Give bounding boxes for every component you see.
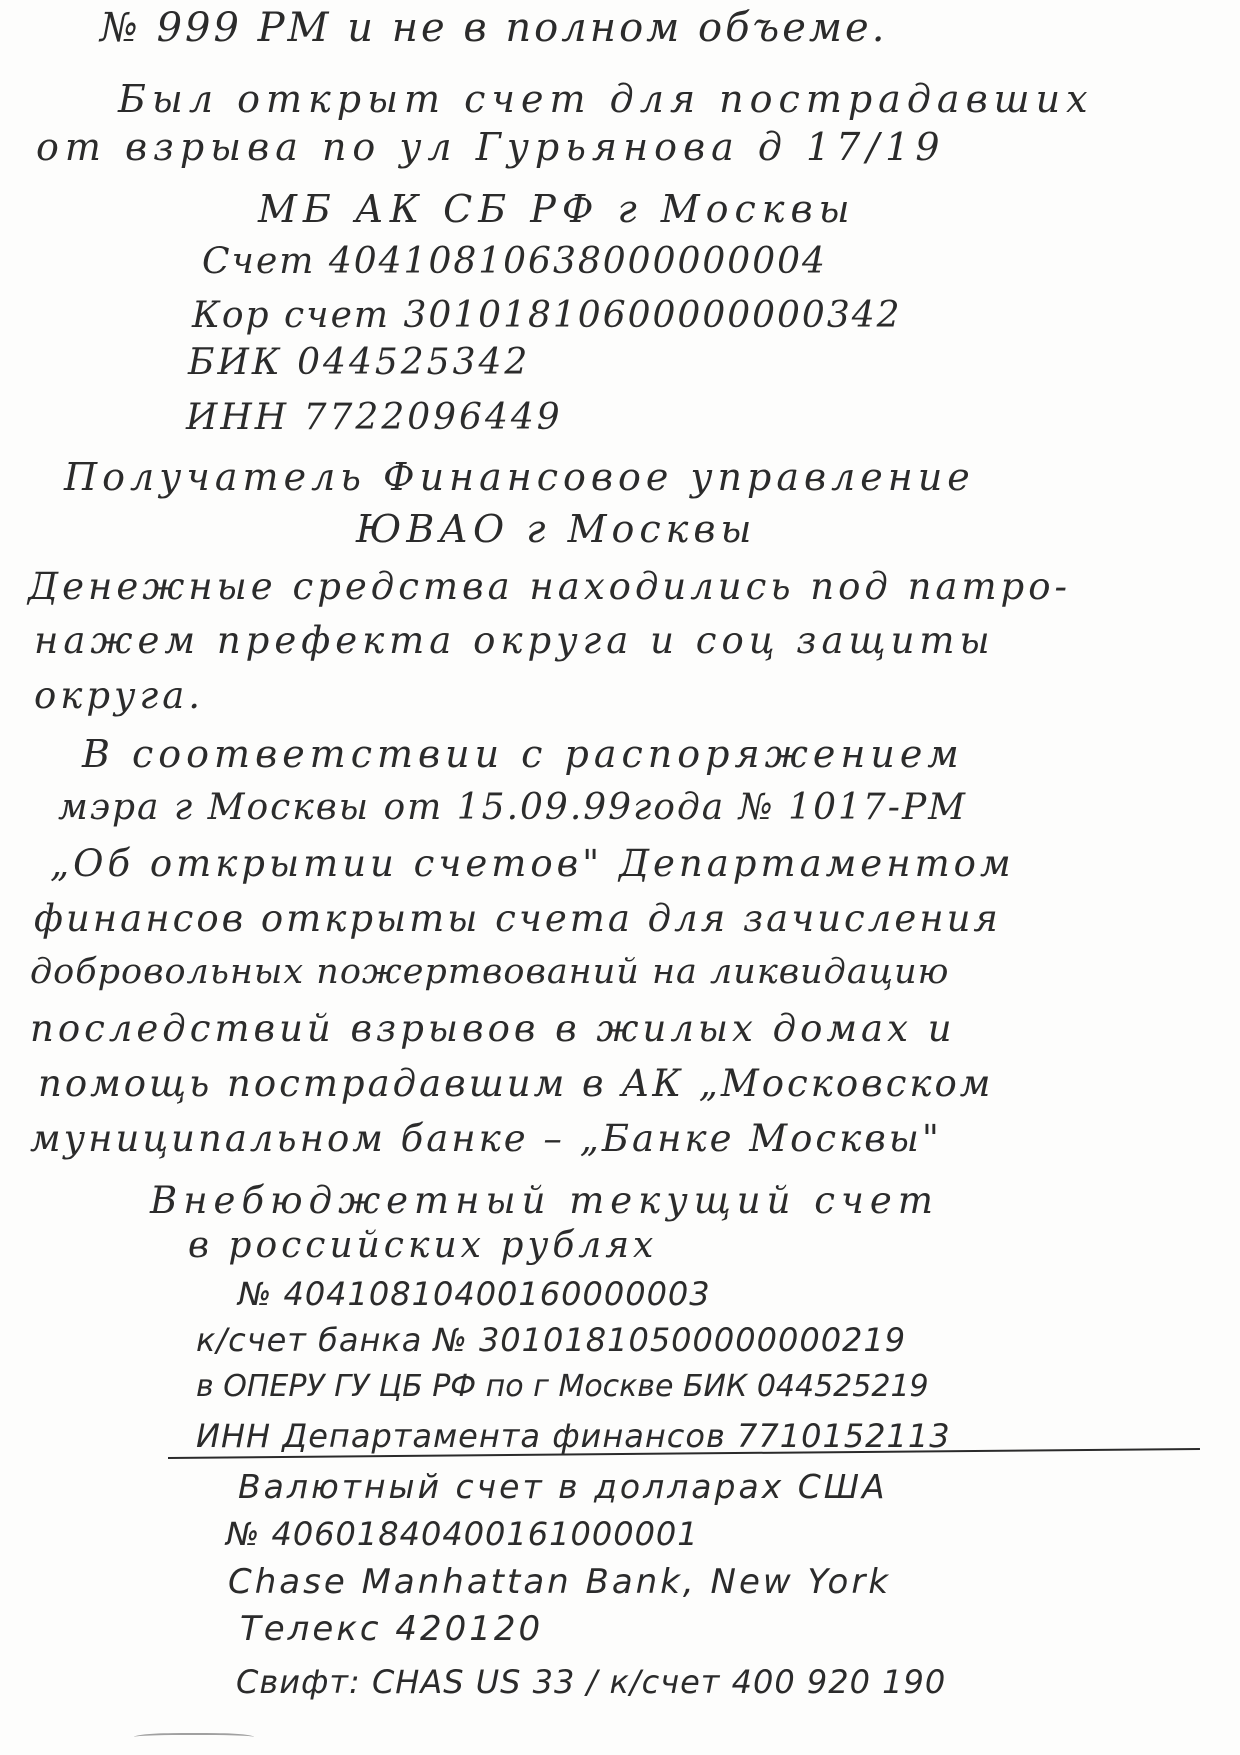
- currency-account-heading: Валютный счет в долларах США: [238, 1467, 888, 1506]
- account-line: Счет 40410810638000000004: [202, 241, 827, 282]
- correspondent-account-line: Кор счет 30101810600000000342: [192, 295, 902, 336]
- recipient-district-line: ЮВАО г Москвы: [356, 507, 757, 551]
- ruble-account-heading: Внебюджетный текущий счет: [150, 1179, 939, 1222]
- bank-correspondent-account: к/счет банка № 30101810500000000219: [196, 1321, 907, 1359]
- text-line: Был открыт счет для пострадавших: [118, 77, 1094, 121]
- text-line: от взрыва по ул Гурьянова д 17/19: [36, 125, 946, 169]
- telex-line: Телекс 420120: [240, 1609, 544, 1649]
- text-line: округа.: [34, 674, 205, 717]
- finance-department-inn: ИНН Департамента финансов 7710152113: [196, 1417, 951, 1455]
- text-line: муниципальном банке – „Банке Москвы": [30, 1117, 942, 1160]
- text-line: последствий взрывов в жилых домах и: [30, 1007, 956, 1050]
- text-line: добровольных пожертвований на ликвидацию: [30, 952, 950, 992]
- currency-account-number: № 40601840400161000001: [226, 1515, 699, 1553]
- inn-line: ИНН 7722096449: [186, 397, 563, 438]
- swift-line: Свифт: CHAS US 33 / к/счет 400 920 190: [236, 1663, 947, 1701]
- text-line: Денежные средства находились под патро-: [28, 565, 1072, 608]
- text-line: В соответствии с распоряжением: [82, 732, 964, 776]
- text-line: „Об открытии счетов" Департаментом: [50, 842, 1015, 885]
- text-line: нажем префекта округа и соц защиты: [34, 619, 995, 662]
- bank-name-line: МБ АК СБ РФ г Москвы: [258, 187, 856, 231]
- opery-bik-line: в ОПЕРУ ГУ ЦБ РФ по г Москве БИК 044525219: [196, 1369, 929, 1404]
- text-line: помощь пострадавшим в АК „Московском: [38, 1062, 994, 1105]
- ruble-account-number: № 40410810400160000003: [238, 1275, 711, 1313]
- bik-line: БИК 044525342: [188, 342, 531, 383]
- text-line: финансов открыты счета для зачисления: [34, 897, 1001, 940]
- cut-off-line-fragment: [134, 1733, 254, 1743]
- correspondent-bank-name: Chase Manhattan Bank, New York: [228, 1562, 892, 1602]
- ruble-account-currency: в российских рублях: [188, 1225, 658, 1266]
- text-line: № 999 РМ и не в полном объеме.: [100, 5, 888, 51]
- decree-line: мэра г Москвы от 15.09.99года № 1017-РМ: [58, 787, 968, 828]
- recipient-line: Получатель Финансовое управление: [64, 455, 975, 499]
